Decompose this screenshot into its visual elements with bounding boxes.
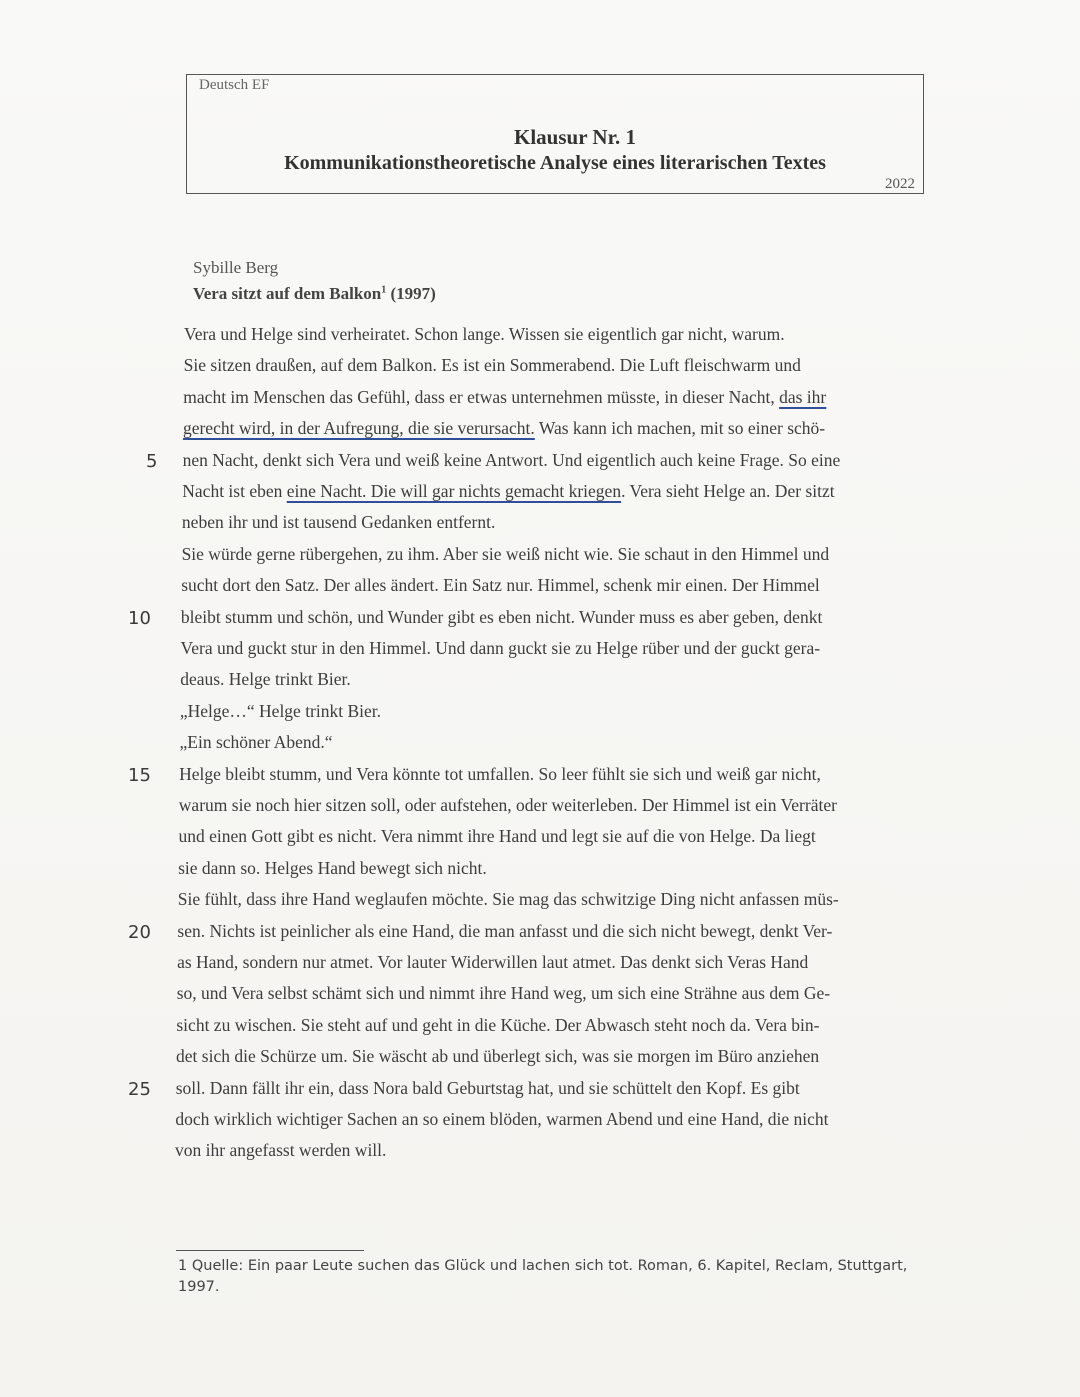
text-segment: soll. Dann fällt ihr ein, dass Nora bald Geburtstag hat, und sie schüttelt den Kopf. Es gibt	[175, 1077, 800, 1098]
text-line	[178, 858, 487, 879]
text-segment: Helge bleibt stumm, und Vera könnte tot umfallen. So leer fühlt sie sich und weiß gar nicht,	[179, 763, 821, 784]
text-segment: Vera und guckt stur in den Himmel. Und dann guckt sie zu Helge rüber und der guckt gera-	[180, 638, 821, 658]
text-line	[177, 921, 832, 942]
text-line	[184, 324, 785, 345]
text-line	[183, 418, 825, 439]
text-segment: sie dann so. Helges Hand bewegt sich nicht.	[178, 857, 487, 878]
text-line	[178, 889, 839, 910]
exam-header-box	[186, 74, 924, 194]
line-number: 15	[128, 764, 151, 786]
work-title: Vera sitzt auf dem Balkon	[193, 284, 382, 303]
work-year: (1997)	[390, 284, 436, 303]
text-line	[182, 544, 830, 565]
text-segment: Was kann ich machen, mit so einer schö-	[534, 418, 826, 439]
text-line	[179, 795, 837, 816]
line-number: 25	[128, 1078, 151, 1100]
text-segment: neben ihr und ist tausend Gedanken entfernt.	[181, 512, 496, 533]
text-segment: Sie sitzen draußen, auf dem Balkon. Es ist ein Sommerabend. Die Luft fleischwarm und	[183, 355, 801, 376]
footnote: 1 Quelle: Ein paar Leute suchen das Glück und lachen sich tot. Roman, 6. Kapitel, Reclam, Stuttgart, 1997.	[178, 1258, 908, 1295]
text-segment: sucht dort den Satz. Der alles ändert. Ein Satz nur. Himmel, schenk mir einen. Der Himmel	[181, 575, 820, 596]
text-line	[182, 512, 495, 533]
exam-subtitle: Kommunikationstheoretische Analyse eines literarischen Textes	[284, 152, 826, 174]
text-segment: „Helge…“ Helge trinkt Bier.	[179, 700, 382, 721]
text-line	[175, 1140, 386, 1161]
underlined-phrase: das ihr	[779, 386, 827, 407]
text-line	[184, 355, 801, 376]
text-segment: doch wirklich wichtiger Sachen an so einem blöden, warmen Abend und eine Hand, die nicht	[175, 1109, 829, 1129]
text-segment: det sich die Schürze um. Sie wäscht ab und überlegt sich, was sie morgen im Büro anziehen	[176, 1046, 820, 1067]
text-line	[176, 1015, 819, 1036]
line-number: 10	[128, 607, 151, 629]
underlined-phrase: eine Nacht. Die will gar nichts gemacht kriegen	[286, 481, 622, 501]
text-line	[177, 983, 830, 1004]
text-segment: warum sie noch hier sitzen soll, oder aufstehen, oder weiterleben. Der Himmel ist ein Verräter	[178, 795, 837, 815]
text-line	[181, 575, 820, 596]
text-segment: nen Nacht, denkt sich Vera und weiß keine Antwort. Und eigentlich auch keine Frage. So eine	[182, 449, 841, 470]
text-segment: deaus. Helge trinkt Bier.	[180, 669, 351, 690]
text-line	[180, 732, 333, 753]
text-segment: Vera und Helge sind verheiratet. Schon lange. Wissen sie eigentlich gar nicht, warum.	[184, 324, 785, 344]
exam-title: Klausur Nr. 1	[514, 125, 636, 149]
text-line	[175, 1109, 828, 1130]
text-segment: Sie fühlt, dass ihre Hand weglaufen möchte. Sie mag das schwitzige Ding nicht anfassen müs-	[177, 889, 839, 910]
exam-year: 2022	[885, 176, 915, 192]
text-segment: macht im Menschen das Gefühl, dass er etwas unternehmen müsste, in dieser Nacht,	[183, 386, 780, 407]
footnote-divider	[176, 1250, 364, 1251]
text-line	[182, 481, 834, 502]
text-segment: von ihr angefasst werden will.	[175, 1140, 387, 1161]
text-segment: sen. Nichts ist peinlicher als eine Hand, die man anfasst und die sich nicht bewegt, denkt Ver-	[177, 920, 833, 941]
work-author: Sybille Berg	[193, 258, 279, 277]
text-line	[179, 764, 821, 785]
text-line	[180, 669, 351, 690]
course-label: Deutsch EF	[199, 77, 270, 93]
line-number: 20	[128, 921, 151, 943]
text-line	[176, 1046, 819, 1067]
text-segment: so, und Vera selbst schämt sich und nimmt ihre Hand weg, um sich eine Strähne aus dem Ge-	[176, 983, 831, 1004]
text-line	[176, 1078, 800, 1099]
text-segment: „Ein schöner Abend.“	[179, 732, 333, 753]
text-segment: und einen Gott gibt es nicht. Vera nimmt ihre Hand und legt sie auf die von Helge. Da liegt	[178, 826, 816, 847]
work-title-line	[193, 284, 436, 304]
text-segment: sicht zu wischen. Sie steht auf und geht in die Küche. Der Abwasch steht noch da. Vera bin-	[176, 1014, 820, 1035]
text-segment: . Vera sieht Helge an. Der sitzt	[621, 481, 835, 501]
text-segment: Nacht ist eben	[182, 481, 287, 501]
footnote-marker: 1	[381, 284, 387, 296]
text-line	[181, 607, 822, 628]
text-line	[181, 638, 821, 659]
underlined-phrase: gerecht wird, in der Aufregung, die sie verursacht.	[182, 418, 535, 439]
text-line	[177, 952, 808, 973]
text-segment: Sie würde gerne rübergehen, zu ihm. Aber sie weiß nicht wie. Sie schaut in den Himmel und	[181, 543, 830, 564]
text-segment: as Hand, sondern nur atmet. Vor lauter Widerwillen laut atmet. Das denkt sich Veras Hand	[177, 952, 809, 972]
text-line	[183, 387, 826, 408]
line-number: 5	[146, 450, 158, 472]
text-line	[183, 450, 841, 471]
text-line	[178, 826, 815, 847]
text-segment: bleibt stumm und schön, und Wunder gibt es eben nicht. Wunder muss es aber geben, denkt	[180, 606, 823, 627]
text-line	[180, 701, 381, 722]
